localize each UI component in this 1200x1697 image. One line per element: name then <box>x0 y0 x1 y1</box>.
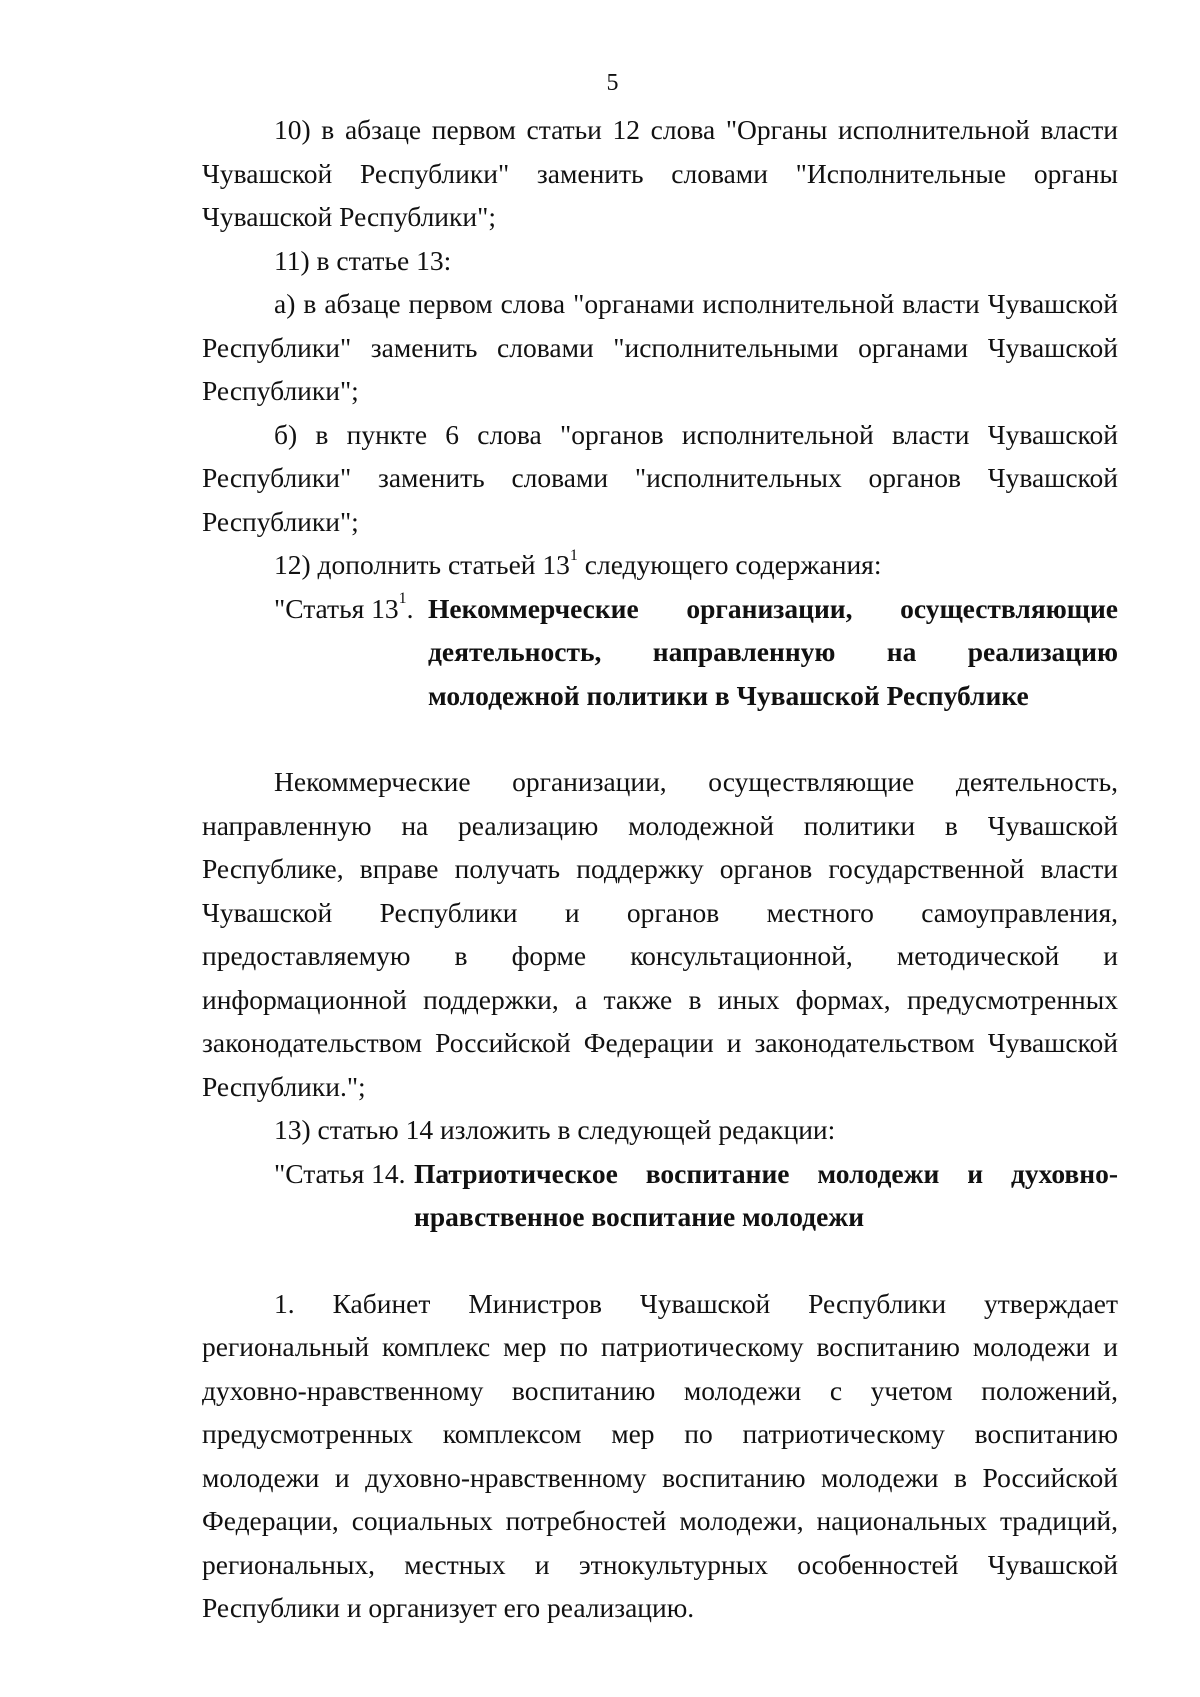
document-body <box>202 108 1118 1630</box>
article-13-1-title: Некоммерческие организации, осуществляющие деятельность, направленную на реализацию молодежной политики в Чувашской Республике <box>428 592 1118 711</box>
article-13-1-label <box>274 587 420 631</box>
spacer <box>202 717 1118 760</box>
paragraph-11a: а) в абзаце первом слова "органами исполнительной власти Чувашской Республики" заменить словами "исполнительными органами Чувашской Республики"; <box>202 288 1118 406</box>
article-14-label: "Статья 14. <box>274 1157 413 1189</box>
article-14-heading <box>202 1152 1118 1239</box>
paragraph-11: 11) в статье 13: <box>274 244 452 276</box>
article-14-body: 1. Кабинет Министров Чувашской Республики утверждает региональный комплекс мер по патриотическому воспитанию молодежи и духовно-нравственному воспитанию молодежи с учетом положений, предусмотренных комплексом мер по патриотическому воспитанию молодежи и духовно-нравственному воспитанию молодежи в Российской Федерации, социальных потребностей молодежи, национальных традиций, региональных, местных и этнокультурных особенностей Чувашской Республики и организует его реализацию. <box>202 1287 1118 1623</box>
article-13-1-label-superscript: 1 <box>398 590 407 608</box>
paragraph-12-superscript: 1 <box>569 546 578 564</box>
paragraph-12-text-end: следующего содержания: <box>577 549 882 580</box>
article-14-title: Патриотическое воспитание молодежи и духовно-нравственное воспитание молодежи <box>414 1157 1118 1232</box>
article-13-1-body: Некоммерческие организации, осуществляющие деятельность, направленную на реализацию молодежной политики в Чувашской Республике, вправе получать поддержку органов государственной власти Чувашской Республики и органов местного самоуправления, предоставляемую в форме консультационной, методической и информационной поддержки, а также в иных формах, предусмотренных законодательством Российской Федерации и законодательством Чувашской Республики."; <box>202 766 1118 1102</box>
paragraph-12-text: 12) дополнить статьей 13 <box>274 549 570 580</box>
article-13-1-label-dot: . <box>406 592 421 624</box>
article-13-1-heading <box>202 587 1118 718</box>
paragraph-11b: б) в пункте 6 слова "органов исполнительной власти Чувашской Республики" заменить словами "исполнительных органов Чувашской Республики"; <box>202 418 1118 537</box>
paragraph-10: 10) в абзаце первом статьи 12 слова "Органы исполнительной власти Чувашской Республики" заменить словами "Исполнительные органы Чувашской Республики"; <box>202 114 1118 232</box>
article-13-1-label-text: "Статья 13 <box>274 592 399 624</box>
page-number: 5 <box>606 70 619 96</box>
spacer <box>202 1239 1118 1282</box>
paragraph-12 <box>202 543 1118 587</box>
paragraph-13: 13) статью 14 изложить в следующей редакции: <box>274 1114 836 1145</box>
